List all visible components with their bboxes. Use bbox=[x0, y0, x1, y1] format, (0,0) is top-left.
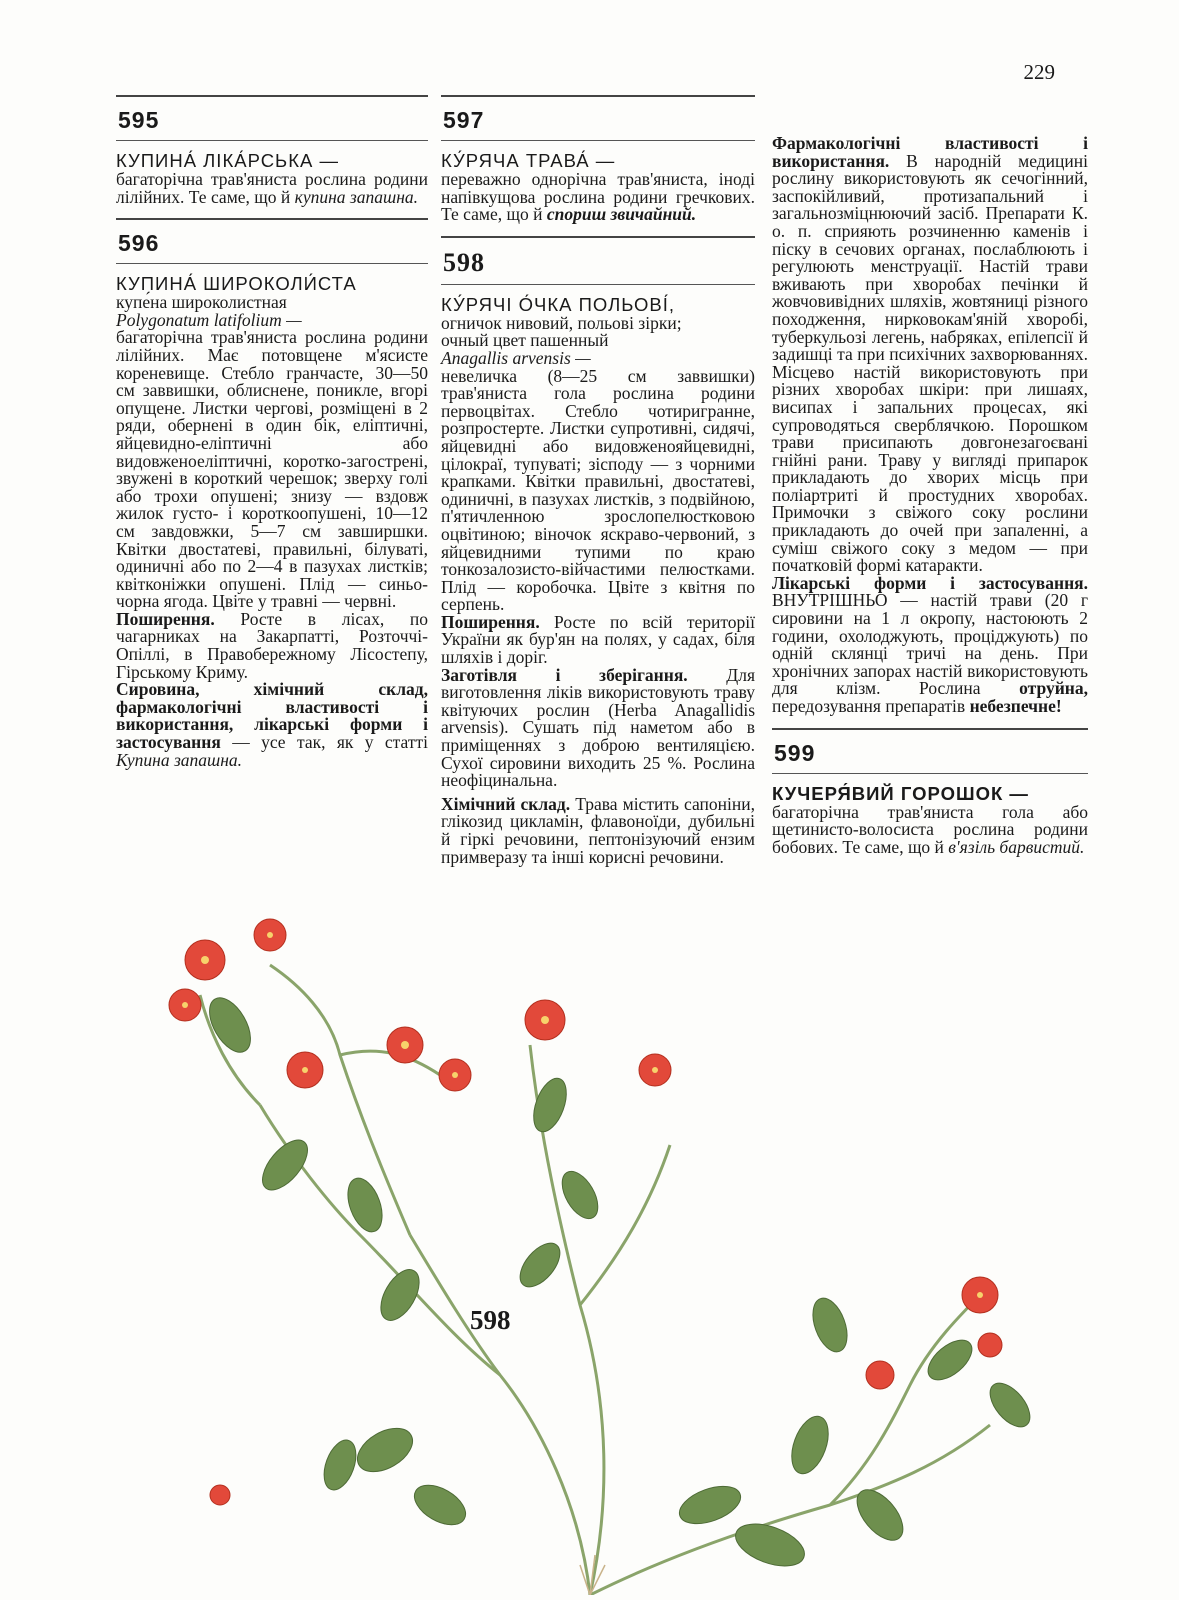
section-label: Фармакологічні властивості і використання. bbox=[772, 133, 1088, 171]
entry-title-599: КУЧЕРЯ́ВИЙ ГОРОШОК — bbox=[772, 782, 1029, 804]
entry-text: переважно однорічна трав'яниста, іноді напівкущова рослина родини гречкових. Те саме, що й bbox=[441, 169, 755, 225]
entry-prep-598 bbox=[441, 664, 756, 791]
entry-title-598: КУ́РЯЧІ О́ЧКА ПОЛЬОВІ́, bbox=[441, 293, 675, 315]
entry-description-598: невеличка (8—25 см заввишки) трав'яниста гола рослина родини первоцвітах. Стебло чотиригранне, розпростерте. Листки супротивні, сидячі, яйцевидні або видовженояйцевидні, цілокраї, тупуваті; зісподу — з чорними крапками. Квітки правильні, двостатеві, одиничні, в пазухах листків, з подвійною, п'ятичленною зрослопелюстковою оцвітиною; віночок яскраво-червоний, з яйцевидними тупими по краю тонкозалозисто-війчастими пелюстками. Плід — коробочка. Цвіте з квітня по серпень. bbox=[441, 365, 755, 615]
warning-text: небезпечне! bbox=[969, 696, 1062, 716]
section-text: В народній медицині рослину використовують як сечогінний, заспокійливий, протизапальний і загальнозміцнюючий засіб. Препарати К. о. п. сприяють розчиненню каменів і піску в сечових органах, послаблюють і регулюють менструації. Настій трави вживають при хворобах печінки й жовчовивідних шляхів, жовтяниці різного походження, нирковокам'яній хворобі, туберкульозі легень, набряках, епілепсії й задишці та при психічних захворюваннях. Місцево настій використовують при різних хворобах шкіри: при лишаях, висипах і запальних процесах, які супроводяться сверблячкою. Порошком трави присипають довгонезагоєвані гнійні рани. Траву у вигляді припарок прикладають до хворих місць при поліартриті й простудних хворобах. Примочки з свіжого соку рослини прикладають до очей при запаленні, а суміш свіжого соку з медом — при початковій формі катаракти. bbox=[772, 150, 1088, 576]
figure-label: 598 bbox=[470, 1305, 511, 1335]
section-text: Росте по всій території України як бур'ян на полях, у садах, біля шляхів і доріг. bbox=[441, 611, 756, 668]
entry-body-599 bbox=[772, 801, 1088, 857]
entry-synonym2-598: очный цвет пашенный bbox=[441, 330, 609, 351]
entry-ref: спориш звичайний. bbox=[546, 204, 697, 225]
entry-spread-596 bbox=[116, 608, 428, 682]
entry-synonym1-598: огничок нивовий, польові зірки; bbox=[441, 312, 682, 333]
entry-text: багаторічна трав'яниста рослина родини лілійних. Те саме, що й bbox=[116, 169, 428, 207]
entry-body-595 bbox=[116, 171, 428, 206]
section-text: ВНУТРІШНЬО — настій трави (20 г сировини на 1 л окропу, настоюють 2 години, охолоджують, проціджують) по одній склянці тричі на день. При хронічних запорах настій використовують для клізм. Рослина bbox=[772, 590, 1088, 699]
entry-pharm-598 bbox=[772, 135, 1088, 575]
section-label: Хімічний склад. bbox=[441, 793, 571, 814]
section-text: Трава містить сапоніни, глікозид цикламін, флавоноїди, дубильні й гіркі речовини, пептонізуючий ензим примверазу та інші корисні речовини. bbox=[441, 793, 756, 867]
section-label: Поширення. bbox=[441, 611, 540, 632]
entry-synonym-596: купе́на широколистная bbox=[116, 292, 287, 313]
column-right bbox=[772, 135, 1088, 856]
section-text: передозування препаратів bbox=[772, 696, 966, 716]
entry-ref: в'язіль барвистий. bbox=[948, 836, 1085, 857]
entry-title-596: КУПИНА́ ШИРОКОЛИ́СТА bbox=[116, 273, 357, 295]
column-left bbox=[116, 95, 428, 769]
entry-raw-596 bbox=[116, 681, 428, 769]
plant-illustration bbox=[110, 905, 1100, 1595]
entry-ref: Купина запашна. bbox=[116, 749, 243, 770]
flower-centers bbox=[182, 932, 983, 1298]
entry-number-597: 597 bbox=[441, 97, 755, 141]
entry-text: багаторічна трав'яниста гола або щетинисто-волосиста рослина родини бобових. Те саме, що й bbox=[772, 801, 1088, 857]
leaves bbox=[201, 991, 1037, 1574]
entry-latin-596: Polygonatum latifolium — bbox=[116, 309, 302, 330]
entry-number-598: 598 bbox=[441, 238, 755, 285]
section-text: Росте в лісах, по чагарниках на Закарпатті, Розточчі-Опіллі, в Правобережному Лісостепу, Гірському Криму. bbox=[116, 608, 428, 682]
section-text: Для виготовлення ліків використовують траву квітуючих рослин (Herba Anagallidis arvensis). Сушать під наметом або в приміщеннях з доброю вентиляцією. Сухої сировини виходить 25 %. Рослина неофіцинальна. bbox=[441, 664, 756, 791]
entry-latin-598: Anagallis arvensis — bbox=[441, 347, 591, 368]
section-label: Поширення. bbox=[116, 608, 215, 629]
section-label: Лікарські форми і застосування. bbox=[772, 572, 1088, 593]
warning-text: отруйна, bbox=[1019, 678, 1088, 699]
entry-number-595: 595 bbox=[116, 97, 428, 141]
entry-ref: купина запашна. bbox=[294, 186, 418, 207]
page-number: 229 bbox=[1023, 60, 1055, 84]
section-label: Заготівля і зберігання. bbox=[441, 664, 688, 685]
entry-number-599: 599 bbox=[772, 730, 1088, 774]
entry-title-595: КУПИНА́ ЛІКА́РСЬКА — bbox=[116, 150, 339, 171]
entry-description-596: багаторічна трав'яниста рослина родини лілійних. Має потовщене м'ясисте кореневище. Стебло гранчасте, 30—50 см заввишки, облиснене, поникле, вгорі опущене. Листки чергові, розміщені в 2 ряди, обернені в один бік, еліптичні, яйцевидно-еліптичні або видовженоеліптичні, коротко-загострені, звужені в короткий черешок; зверху голі або трохи опушені; знизу — вздовж жилок густо- і короткоопушені, 10—12 см завдовжки, 5—7 см завширшки. Квітки двостатеві, правильні, білуваті, одиничні або по 2—4 в пазухах листків; квітконіжки опушені. Плід — синьо-чорна ягода. Цвіте у травні — червні. bbox=[116, 327, 428, 612]
entry-spread-598 bbox=[441, 611, 756, 668]
section-label: Сировина, хімічний склад, фармакологічні властивості і використання, лікарські форми і застосування bbox=[116, 679, 428, 753]
column-middle bbox=[441, 95, 755, 866]
entry-title-597: КУ́РЯЧА ТРАВА́ — bbox=[441, 150, 616, 171]
entry-body-597 bbox=[441, 171, 755, 224]
entry-number-596: 596 bbox=[116, 220, 428, 264]
entry-forms-598 bbox=[772, 572, 1088, 716]
entry-chem-598 bbox=[441, 793, 756, 867]
section-text: — усе так, як у статті bbox=[232, 732, 429, 753]
